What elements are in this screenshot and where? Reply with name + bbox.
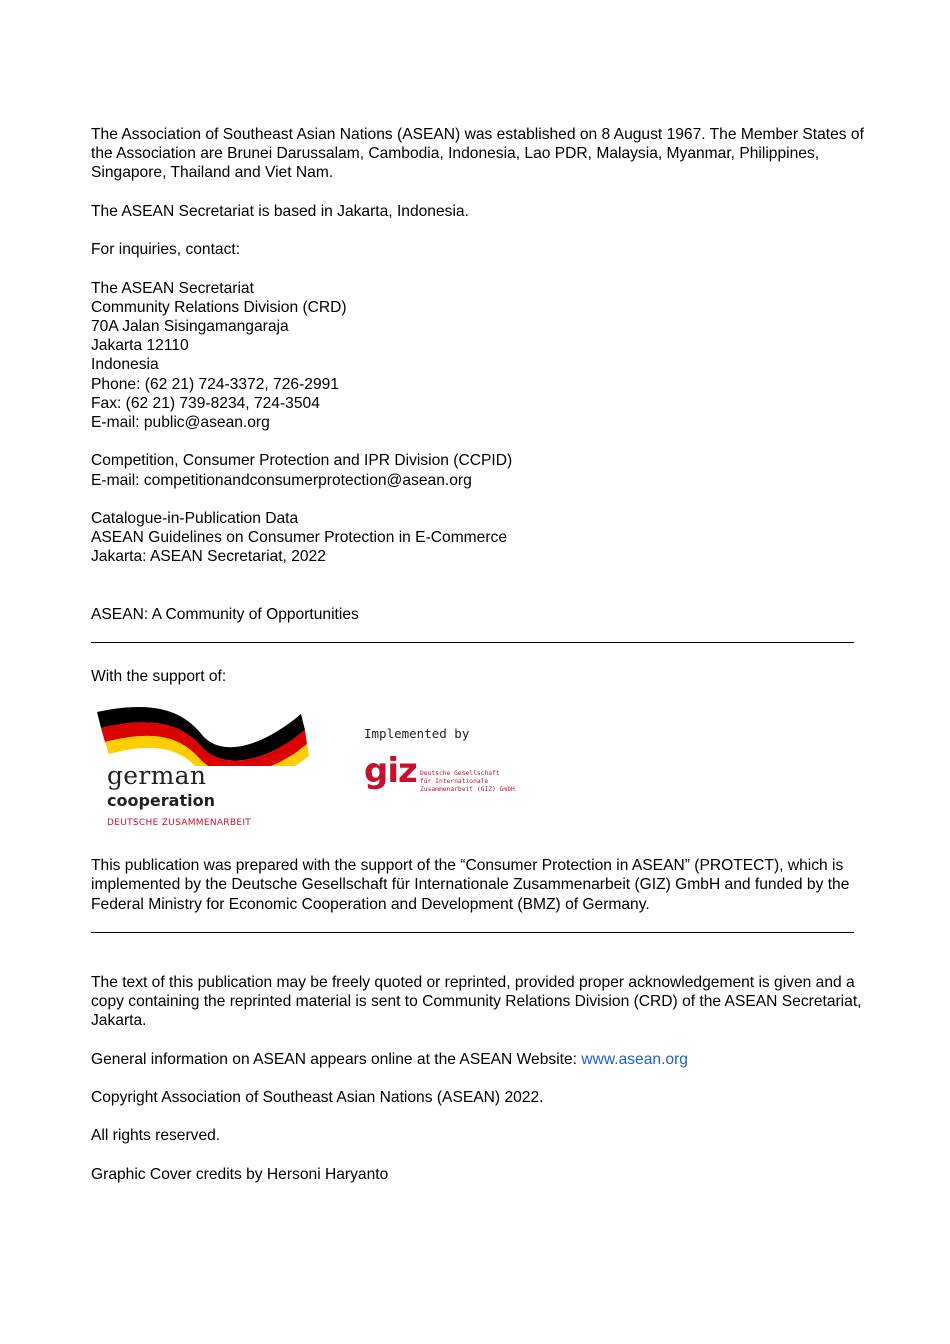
giz-sub-line2: für Internationale xyxy=(420,777,489,785)
cover-credits: Graphic Cover credits by Hersoni Haryanto xyxy=(91,1165,389,1183)
giz-subtitle xyxy=(420,770,515,793)
german-flag-wave-icon xyxy=(93,706,313,766)
address-fax: Fax: (62 21) 739-8234, 724-3504 xyxy=(91,394,320,412)
contact-address xyxy=(91,279,866,433)
gc-line3: DEUTSCHE ZUSAMMENARBEIT xyxy=(107,818,252,829)
giz-sub-line3: Zusammenarbeit (GIZ) GmbH xyxy=(420,785,515,793)
website-prefix: General information on ASEAN appears online at the ASEAN Website: xyxy=(91,1050,582,1068)
publication-note: This publication was prepared with the support of the “Consumer Protection in ASEAN” (PROTECT), which is implemented by the Deutsche Gesellschaft für Internationale Zusammenarbeit (GIZ) GmbH and funded by the Federal Ministry for Economic Cooperation and Development (BMZ) of Germany. xyxy=(91,857,850,913)
catalogue-line2: ASEAN Guidelines on Consumer Protection in E-Commerce xyxy=(91,529,508,547)
rights-reserved: All rights reserved. xyxy=(91,1127,221,1145)
address-city: Jakarta 12110 xyxy=(91,337,189,355)
divider xyxy=(91,932,854,933)
address-email: E-mail: public@asean.org xyxy=(91,414,270,431)
german-cooperation-logo xyxy=(93,706,313,836)
document-page xyxy=(91,125,866,1184)
ccpid-email: E-mail: competitionandconsumerprotection@asean.org xyxy=(91,471,472,489)
intro-paragraph: The Association of Southeast Asian Nations (ASEAN) was established on 8 August 1967. The Member States of the Association are Brunei Darussalam, Cambodia, Indonesia, Lao PDR, Malaysia, Myanmar, Philippines, Singapore, Thailand and Viet Nam. xyxy=(91,126,864,182)
website-link[interactable]: www.asean.org xyxy=(581,1050,688,1068)
address-phone: Phone: (62 21) 724-3372, 726-2991 xyxy=(91,375,339,393)
ccpid-name: Competition, Consumer Protection and IPR Division (CCPID) xyxy=(91,452,513,470)
copyright-line: Copyright Association of Southeast Asian Nations (ASEAN) 2022. xyxy=(91,1088,544,1106)
catalogue-line3: Jakarta: ASEAN Secretariat, 2022 xyxy=(91,548,326,566)
giz-sub-line1: Deutsche Gesellschaft xyxy=(420,770,500,778)
address-street: 70A Jalan Sisingamangaraja xyxy=(91,317,289,335)
implemented-by-label: Implemented by xyxy=(364,726,470,742)
support-label: With the support of: xyxy=(91,667,227,685)
reprint-notice: The text of this publication may be freely quoted or reprinted, provided proper acknowledgement is given and a copy containing the reprinted material is sent to Community Relations Division (CRD) of the ASEAN Secretariat, Jakarta. xyxy=(91,973,862,1030)
secretariat-location: The ASEAN Secretariat is based in Jakarta, Indonesia. xyxy=(91,202,469,220)
giz-wordmark: giz xyxy=(364,751,417,792)
website-info xyxy=(91,1050,866,1069)
address-org: The ASEAN Secretariat xyxy=(91,279,254,297)
address-country: Indonesia xyxy=(91,356,159,374)
divider xyxy=(91,642,854,643)
catalogue-data xyxy=(91,509,866,567)
gc-line2: cooperation xyxy=(107,791,215,811)
ccpid-contact xyxy=(91,451,866,489)
catalogue-line1: Catalogue-in-Publication Data xyxy=(91,509,299,527)
address-division: Community Relations Division (CRD) xyxy=(91,298,347,316)
inquiries-label: For inquiries, contact: xyxy=(91,241,241,259)
gc-line1: german xyxy=(107,761,207,791)
tagline: ASEAN: A Community of Opportunities xyxy=(91,605,359,623)
giz-logo xyxy=(364,751,524,808)
partner-logos xyxy=(91,706,866,856)
